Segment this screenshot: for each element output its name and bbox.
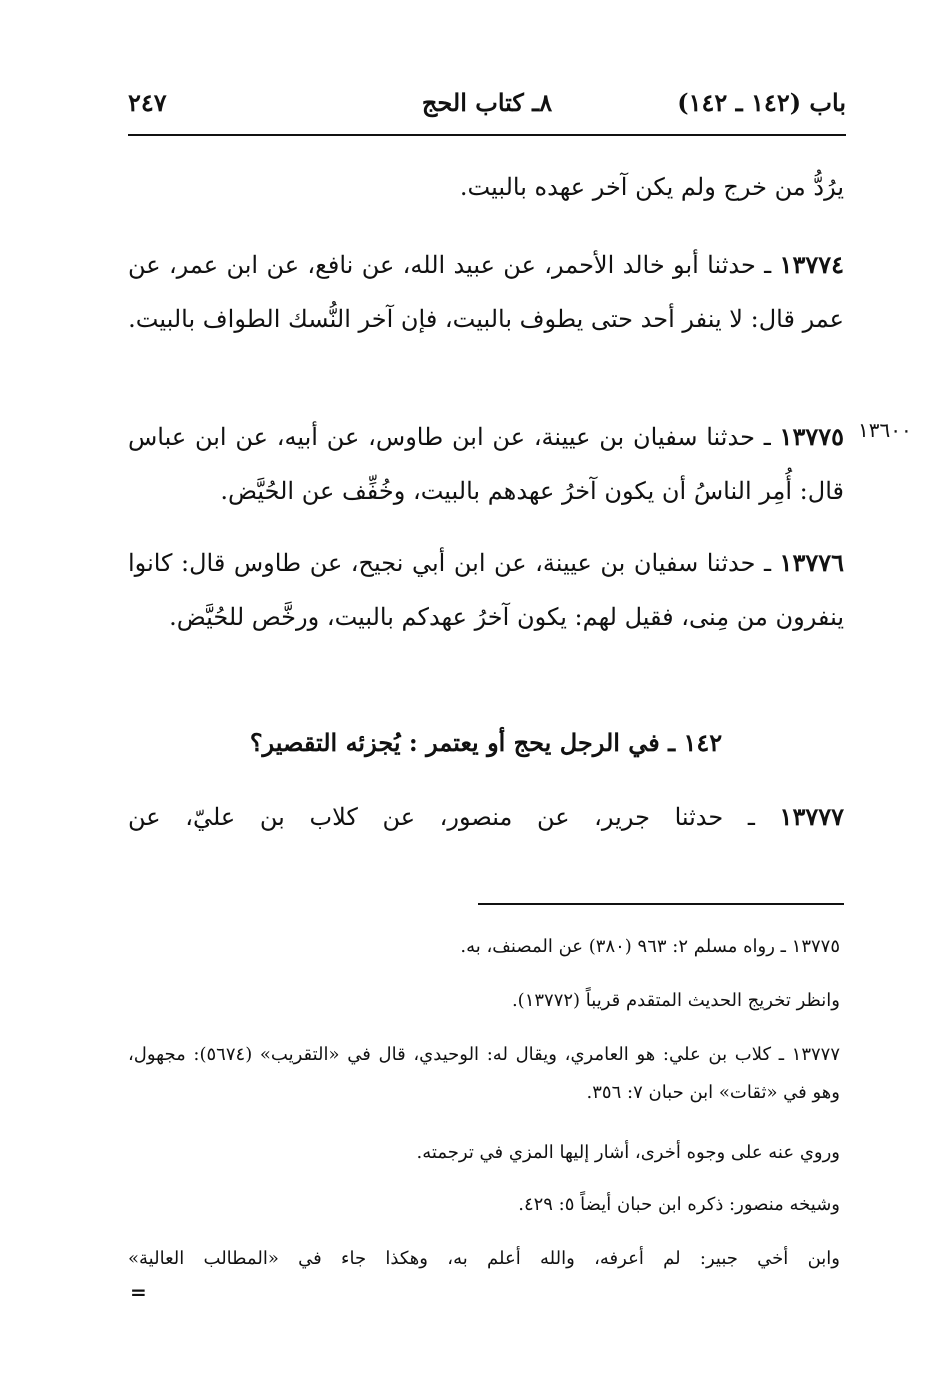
footnote-13775: ١٣٧٧٥ ـ رواه مسلم ٢: ٩٦٣ (٣٨٠) عن المصنف، به. bbox=[460, 936, 840, 957]
hadith-text: ـ حدثنا أبو خالد الأحمر، عن عبيد الله، عن نافع، عن ابن عمر، عن عمر قال: لا ينفر أحد حتى يطوف بالبيت، فإن آخر النُّسك الطواف بالبيت. bbox=[128, 251, 844, 333]
footnote-13777-mansour: وشيخه منصور: ذكره ابن حبان أيضاً ٥: ٤٢٩. bbox=[518, 1194, 840, 1215]
hadith-number: ١٣٧٧٦ bbox=[779, 548, 844, 577]
margin-reference-number: ١٣٦٠٠ bbox=[858, 418, 912, 442]
book-title: ٨ـ كتاب الحج bbox=[421, 88, 553, 117]
footnote-13777-variants: وروي عنه على وجوه أخرى، أشار إليها المزي في ترجمته. bbox=[416, 1142, 840, 1163]
hadith-text: ـ حدثنا جرير، عن منصور، عن كلاب بن عليّ، عن bbox=[128, 803, 780, 831]
hadith-13774 bbox=[128, 238, 844, 346]
footnote-13777-jubayr: وابن أخي جبير: لم أعرفه، والله أعلم به، وهكذا جاء في «المطالب العالية» bbox=[128, 1248, 840, 1269]
footnote-13777: ١٣٧٧٧ ـ كلاب بن علي: هو العامري، ويقال له: الوحيدي، قال في «التقريب» (٥٦٧٤): مجهول، وهو في «ثقات» ابن حبان ٧: ٣٥٦. bbox=[128, 1044, 840, 1103]
hadith-number: ١٣٧٧٤ bbox=[779, 250, 844, 279]
chapter-heading: ١٤٢ ـ في الرجل يحج أو يعتمر : يُجزئه التقصير؟ bbox=[249, 728, 723, 757]
opening-line: يرُدُّ من خرج ولم يكن آخر عهده بالبيت. bbox=[459, 173, 844, 201]
header-divider bbox=[128, 134, 846, 136]
hadith-text: ـ حدثنا سفيان بن عيينة، عن ابن أبي نجيح، عن طاوس قال: كانوا ينفرون من مِنى، فقيل لهم: يكون آخرُ عهدكم بالبيت، ورخَّص للحُيَّض. bbox=[128, 549, 844, 631]
chapter-reference: باب (١٤٢ ـ ١٤٢) bbox=[677, 88, 846, 117]
footnote-13775-see-also: وانظر تخريج الحديث المتقدم قريباً (١٣٧٧٢). bbox=[511, 990, 840, 1011]
footnote-divider bbox=[478, 903, 844, 905]
hadith-number: ١٣٧٧٥ bbox=[779, 422, 844, 451]
continuation-mark: = bbox=[130, 1280, 147, 1304]
hadith-number: ١٣٧٧٧ bbox=[779, 802, 844, 831]
hadith-13776 bbox=[128, 536, 844, 644]
hadith-text: ـ حدثنا سفيان بن عيينة، عن ابن طاوس، عن أبيه، عن ابن عباس قال: أُمِر الناسُ أن يكون آخرُ عهدهم بالبيت، وخُفِّف عن الحُيَّض. bbox=[128, 423, 844, 505]
page-header bbox=[128, 84, 846, 124]
hadith-13775 bbox=[128, 410, 844, 518]
hadith-13777 bbox=[128, 790, 844, 844]
page-number: ٢٤٧ bbox=[128, 88, 167, 117]
